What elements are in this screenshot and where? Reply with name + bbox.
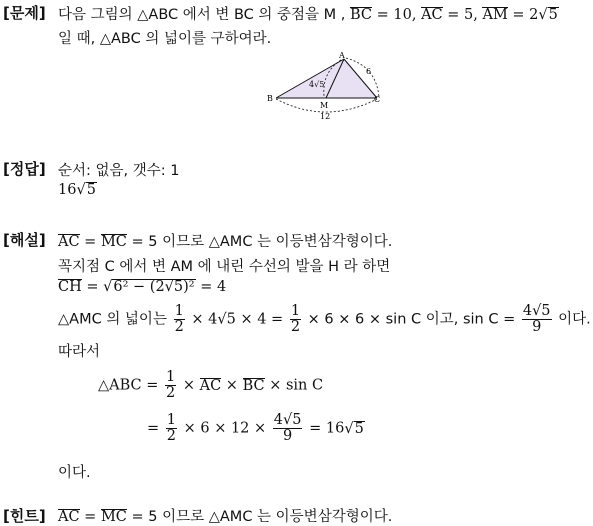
solution-tag: [해설] [3, 231, 46, 249]
eq-text: = 10, [372, 7, 422, 23]
answer-meta: 순서: 없음, 갯수: 1 [58, 163, 180, 179]
eq-text: = 5, [442, 7, 483, 23]
label-c: C [374, 95, 381, 104]
problem-tag: [문제] [3, 4, 46, 22]
label-b: B [267, 94, 273, 103]
sqrt: √5 [344, 420, 364, 437]
sqrt: √5 [76, 182, 96, 198]
fraction: $\frac{4√5}{9}$ [522, 303, 551, 336]
fraction: $\frac{1}{2}$ [166, 412, 176, 445]
overline-bc: BC [350, 7, 373, 23]
label-a: A [339, 51, 345, 60]
solution-line-2: 꼭지점 C 에서 변 AM 에 내린 수선의 발을 H 라 하면 [58, 259, 391, 275]
overline-am: AM [482, 7, 508, 23]
triangle-figure [262, 50, 388, 124]
fraction: $\frac{1}{2}$ [166, 369, 176, 402]
eq-text: = 2 [507, 7, 539, 23]
hint-tag: [힌트] [3, 507, 46, 525]
solution-line-4: △AMC 의 넓이는 $\frac{1}{2}$ × 4√5 × 4 = $\frac{1}{2}$ × 6 × 6 × sin C 이고, sin C = $\frac{4√5}{9}$ 이다. [58, 303, 591, 336]
label-m: M [320, 101, 329, 110]
overline-ac: AC [421, 7, 443, 23]
fraction: $\frac{4√5}{9}$ [273, 412, 302, 445]
problem-line-1 [58, 3, 559, 24]
hint-line-1: AC = MC = 5 이므로 △AMC 는 이등변삼각형이다. [58, 509, 393, 525]
sqrt: √6² − (2√5)² [103, 279, 195, 295]
fraction: $\frac{1}{2}$ [290, 303, 301, 336]
answer-tag: [정답] [3, 160, 46, 178]
problem-text: 다음 그림의 △ABC 에서 변 BC 의 중점을 M , [58, 7, 350, 23]
answer-value: 16√5 [58, 182, 96, 198]
solution-line-6: 이다. [58, 465, 91, 481]
display-eq-1: △ABC = $\frac{1}{2}$ × AC × BC × sin C [98, 369, 324, 402]
display-eq-2: = $\frac{1}{2}$ × 6 × 12 × $\frac{4√5}{9}$ = 16√5 [147, 412, 364, 445]
problem-line-2: 일 때, △ABC 의 넓이를 구하여라. [58, 31, 272, 47]
solution-line-3: CH = √6² − (2√5)² = 4 [58, 279, 227, 295]
label-ac: 6 [366, 67, 372, 76]
label-am: 4√5 [309, 80, 325, 89]
sqrt: √5 [538, 7, 558, 23]
label-bc: 12 [320, 112, 331, 121]
solution-line-1: AC = MC = 5 이므로 △AMC 는 이등변삼각형이다. [58, 234, 393, 250]
solution-line-5: 따라서 [58, 344, 101, 360]
fraction: $\frac{1}{2}$ [174, 303, 184, 336]
